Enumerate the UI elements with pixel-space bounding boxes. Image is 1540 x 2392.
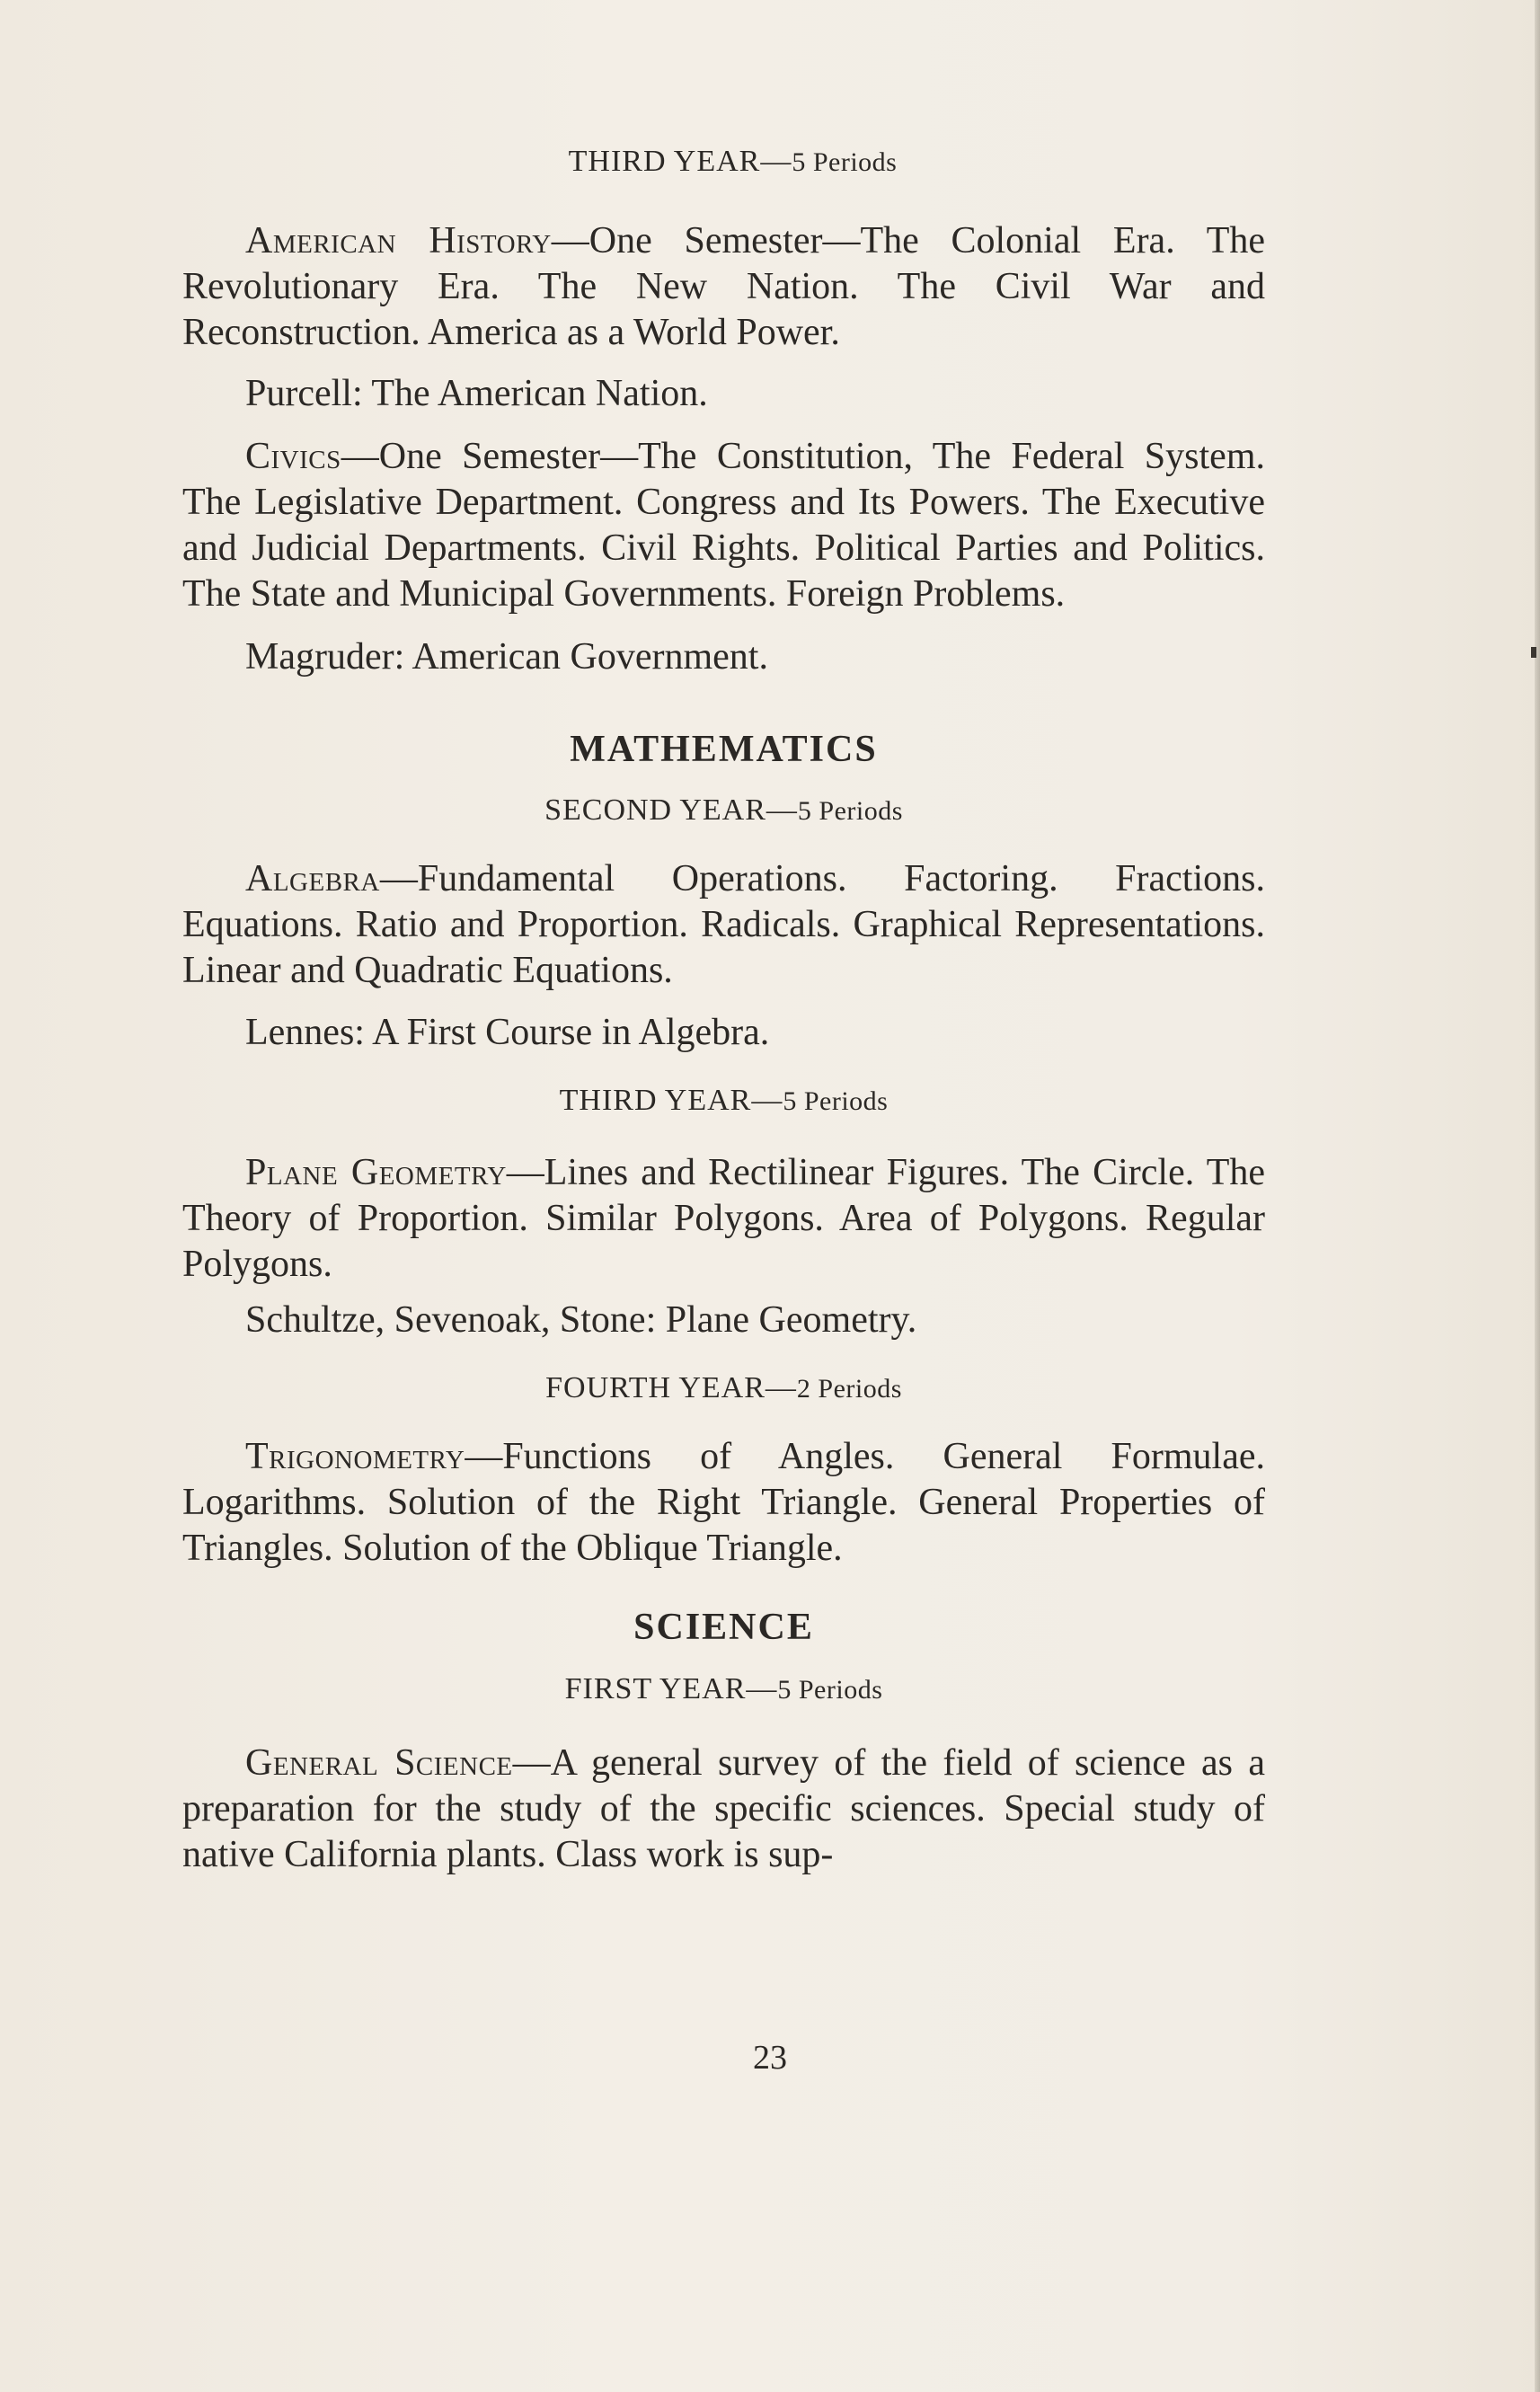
math-fourth-year-heading: [182, 1370, 1265, 1407]
page-edge-mark: [1531, 647, 1536, 658]
math-third-year-heading: [182, 1083, 1265, 1120]
year-label: SECOND YEAR—: [544, 793, 798, 827]
periods-label: 5 Periods: [792, 147, 898, 177]
periods-label: 2 Periods: [796, 1374, 902, 1404]
civics-description: —One Semester—The Constitution, The Federal System. The Legislative Department. Congress and Its Powers. The Executive and Judicial Departments. Civil Rights. Political Parties and Politics. The State and Municipal Governments. Foreign Problems.: [182, 436, 1265, 615]
plane-geometry-title: Plane Geometry: [245, 1152, 507, 1193]
general-science-paragraph: [182, 1741, 1265, 1878]
plane-geometry-description: —Lines and Rectilinear Figures. The Circle. The Theory of Proportion. Similar Polygons. Area of Polygons. Regular Polygons.: [182, 1152, 1265, 1285]
science-first-year-heading: [182, 1671, 1265, 1708]
science-heading: SCIENCE: [633, 1607, 814, 1648]
history-third-year-heading: [200, 144, 1265, 181]
page-number: 23: [753, 2039, 787, 2077]
algebra-paragraph: [182, 856, 1265, 994]
geometry-textbook: Schultze, Sevenoak, Stone: Plane Geometry.: [245, 1299, 917, 1341]
text-column: [182, 144, 1265, 1878]
civics-paragraph: [182, 434, 1265, 617]
page-edge: [1535, 0, 1540, 2392]
mathematics-heading: MATHEMATICS: [570, 729, 878, 770]
periods-label: 5 Periods: [783, 1086, 889, 1116]
algebra-description: —Fundamental Operations. Factoring. Fractions. Equations. Ratio and Proportion. Radicals. Graphical Representations. Linear and Quadratic Equations.: [182, 858, 1265, 991]
general-science-title: General Science: [245, 1742, 513, 1784]
american-history-paragraph: [182, 218, 1265, 356]
year-label: FOURTH YEAR—: [545, 1371, 797, 1404]
civics-textbook: Magruder: American Government.: [245, 636, 768, 678]
periods-label: 5 Periods: [797, 796, 903, 826]
american-history-title: American History: [245, 220, 552, 261]
american-history-description: —One Semester—The Colonial Era. The Revolutionary Era. The New Nation. The Civil War and Reconstruction. America as a World Power.: [182, 220, 1265, 353]
trigonometry-paragraph: [182, 1434, 1265, 1572]
trigonometry-title: Trigonometry: [245, 1436, 465, 1477]
plane-geometry-paragraph: [182, 1150, 1265, 1288]
trigonometry-description: —Functions of Angles. General Formulae. Logarithms. Solution of the Right Triangle. General Properties of Triangles. Solution of the Oblique Triangle.: [182, 1436, 1265, 1569]
year-label: FIRST YEAR—: [564, 1672, 778, 1705]
algebra-title: Algebra: [245, 858, 380, 899]
american-history-textbook: Purcell: The American Nation.: [245, 373, 708, 414]
general-science-description: —A general survey of the field of science as a preparation for the study of the specific sciences. Special study of native California plants. Class work is sup-: [182, 1742, 1265, 1875]
year-label: THIRD YEAR—: [559, 1084, 783, 1117]
periods-label: 5 Periods: [777, 1675, 883, 1705]
algebra-textbook: Lennes: A First Course in Algebra.: [245, 1012, 770, 1053]
year-label: THIRD YEAR—: [568, 145, 792, 178]
civics-title: Civics: [245, 436, 341, 477]
math-second-year-heading: [182, 793, 1265, 829]
